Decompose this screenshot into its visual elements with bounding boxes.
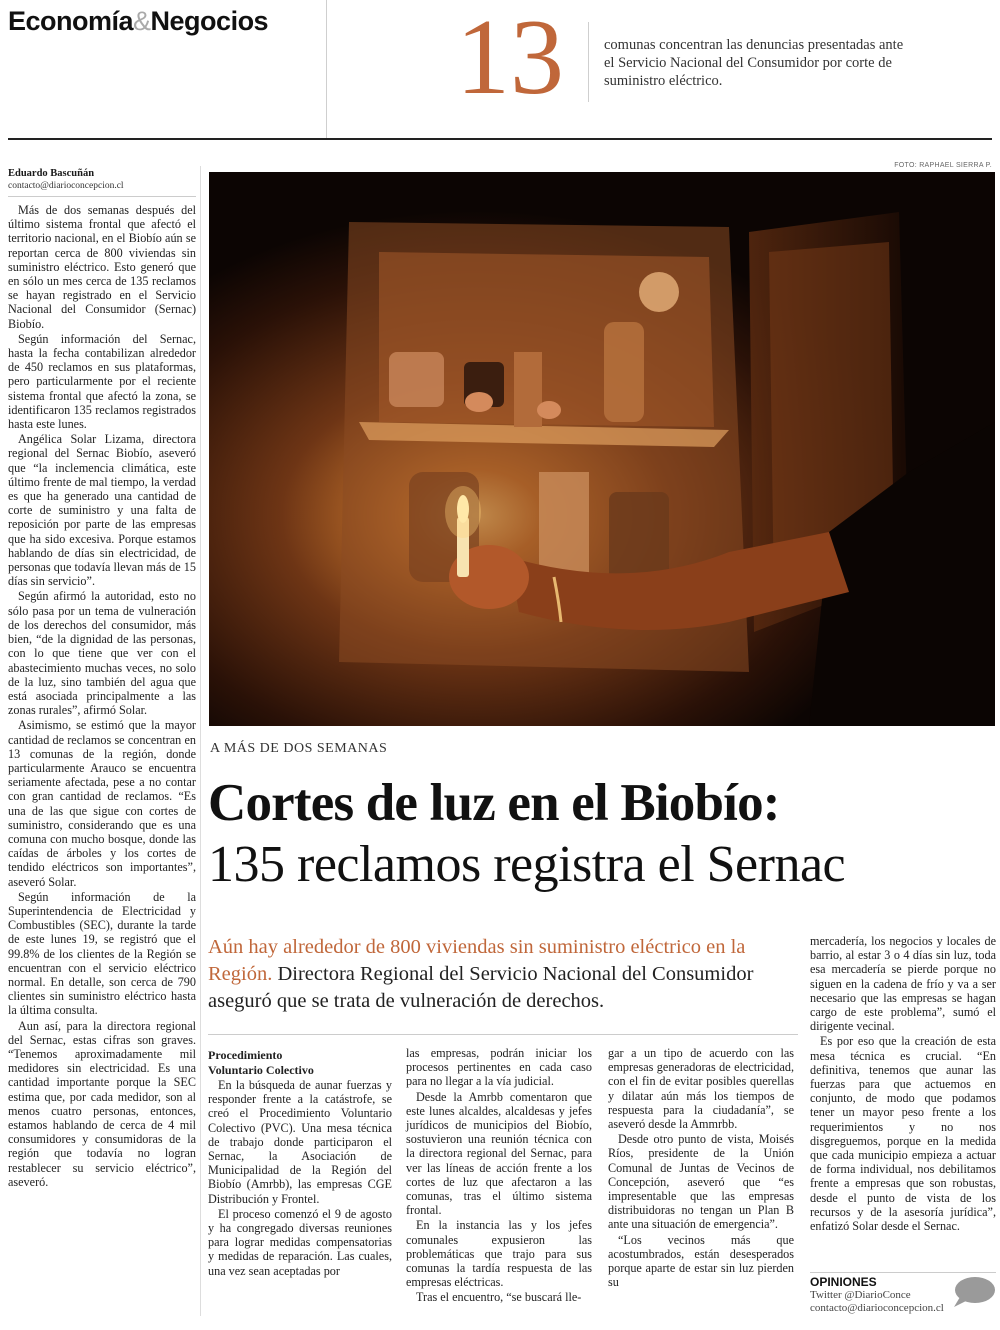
paragraph: En la búsqueda de aunar fuerzas y responder frente a la catástrofe, se creó el Procedimiento Voluntario Colectivo (PVC). Una mesa técnica de trabajo donde participaron el Sernac, la Asociación de Municipalidad de la Región del Biobío (Amrbb), las empresas CGE Distribución y Frontel. <box>208 1078 392 1206</box>
article-headline: Cortes de luz en el Biobío: <box>208 774 780 832</box>
left-column <box>8 168 196 1190</box>
paragraph: En la instancia las y los jefes comunales expusieron las problemáticas que trajo para sus comunas la tardía respuesta de las empresas eléctricas. <box>406 1218 592 1290</box>
paragraph: mercadería, los negocios y locales de barrio, al estar 3 o 4 días sin luz, toda esa mercadería se pierde porque no siguen en la cadena de frío y va a ser necesario que las empresas se hagan cargo de este problema”, sumó el dirigente vecinal. <box>810 934 996 1034</box>
opinions-email[interactable]: contacto@diarioconcepcion.cl <box>810 1302 944 1314</box>
author-name: Eduardo Bascuñán <box>8 168 95 179</box>
opinions-title: OPINIONES <box>810 1275 877 1289</box>
paragraph: Más de dos semanas después del último sistema frontal que afectó el territorio nacional, en el Biobío aún se reportan cerca de 800 viviendas sin suministro eléctrico. Esto generó que en sólo un mes cerca de 135 reclamos se hayan registrado en el Servicio Nacional del Consumidor (Sernac) Biobío. <box>8 203 196 331</box>
body-column-2 <box>406 1046 592 1306</box>
author-email: contacto@diarioconcepcion.cl <box>8 180 196 197</box>
paragraph: Aun así, para la directora regional del Sernac, estas cifras son graves. “Tenemos aproximadamente mil medidores sin electricidad. Es una cantidad importante porque la SEC estima que, por cada medidor, son al menos cuatro personas, entonces, estamos hablando de cerca de 4 mil consumidores y consumidoras de la región que todavía no logran restablecer su servicio eléctrico”, aseveró. <box>8 1018 196 1189</box>
fridge-candle-illustration <box>209 172 995 726</box>
section-subtitle: Procedimiento <box>208 1048 283 1062</box>
opinions-twitter[interactable]: Twitter @DiarioConce <box>810 1289 911 1301</box>
highlight-number: 13 <box>456 0 564 117</box>
section-title <box>8 6 268 37</box>
paragraph: Angélica Solar Lizama, directora regional del Sernac Biobío, aseveró que “la inclemencia climática, este último frente de mal tiempo, la verdad es que ha generado una cantidad de corte de suministro y una falta de reposición por parte de las empresas que ha sido excesiva. Porque estamos hablando de días sin electricidad, de personas que todavía llevan más de 15 días sin servicio”. <box>8 432 196 589</box>
lead-text: Directora Regional del Servicio Nacional del Consumidor aseguró que se trata de vulneración de derechos. <box>208 963 754 1012</box>
speech-bubble-icon <box>950 1275 996 1309</box>
paragraph: Desde la Amrbb comentaron que este lunes alcaldes, alcaldesas y jefes jurídicos de municipios del Biobío, sostuvieron una reunión técnica con la directora regional del Sernac, para ver las líneas de acción frente a los cortes de luz que afectaron a las comunas, tras el último sistema frontal. <box>406 1089 592 1218</box>
page-header <box>8 0 992 140</box>
paragraph: Según información de la Superintendencia de Electricidad y Combustibles (SEC), durante la tarde de este lunes 19, se registró que el 99.8% de los clientes de la Región se encuentran con el servicio eléctrico normal. En detalle, son cerca de 790 clientes sin suministro eléctrico hasta la última consulta. <box>8 889 196 1018</box>
highlight-blurb: comunas concentran las denuncias presentadas ante el Servicio Nacional del Consumidor por corte de suministro eléctrico. <box>604 37 904 89</box>
section-title-ampersand: & <box>133 6 151 36</box>
paragraph: El proceso comenzó el 9 de agosto y ha congregado diversas reuniones para lograr medidas compensatorias y medidas de reparación. Las cuales, una vez sean aceptadas por <box>208 1206 392 1278</box>
section-subtitle-line2: Voluntario Colectivo <box>208 1063 314 1077</box>
section-title-word-economia: Economía <box>8 6 134 36</box>
article-subheadline: 135 reclamos registra el Sernac <box>208 836 846 893</box>
photo-credit: FOTO: RAPHAEL SIERRA P. <box>894 162 992 169</box>
paragraph: Asimismo, se estimó que la mayor cantidad de reclamos se concentran en 13 comunas de la región, donde particularmente Arauco se encuentra seriamente afectada, pese a no contar con gran cantidad de reclamos. “Es una de las que sigue con cortes de suministro, considerando que es una comuna con mucho bosque, donde las caídas de árboles y los cortes de tendido eléctricos son importantes”, aseveró Solar. <box>8 718 196 889</box>
paragraph: Tras el encuentro, “se buscará lle- <box>416 1290 582 1305</box>
paragraph: Desde otro punto de vista, Moisés Ríos, presidente de la Unión Comunal de Juntas de Vecinos de Concepción, aseveró que “es impresentable que las empresas distribuidoras no tengan un Plan B ante una situación de emergencia”. <box>608 1132 794 1232</box>
body-column-3 <box>608 1046 794 1290</box>
left-column-text <box>8 203 196 1189</box>
paragraph: las empresas, podrán iniciar los procesos pertinentes en cada caso para no llegar a la vía judicial. <box>406 1046 592 1089</box>
lead-accent-text: Aún hay alrededor de 800 viviendas sin suministro eléctrico en la Región. <box>208 936 746 985</box>
article-lead <box>208 934 792 1015</box>
section-title-word-negocios: Negocios <box>150 6 269 36</box>
paragraph: Según información del Sernac, hasta la fecha contabilizan alrededor de 450 reclamos en sus plataformas, pero particularmente por el reciente sistema frontal que afectó la zona, se identificaron 135 reclamos registrados hasta este lunes. <box>8 331 196 432</box>
header-divider <box>326 0 327 138</box>
body-column-1 <box>208 1048 392 1279</box>
paragraph: Es por eso que la creación de esta mesa técnica es crucial. “En definitiva, tenemos que aunar las fuerzas para que actuemos en conjunto, de modo que podamos tener un mayor peso frente a los requerimientos y no nos disgreguemos, porque en la medida que cada municipio empieza a actuar de forma individual, nos debilitamos frente a empresas que son robustas, desde el punto de vista de los recursos y de la asesoría jurídica”, enfatizó Solar desde el Sernac. <box>810 1034 996 1234</box>
article-kicker: A MÁS DE DOS SEMANAS <box>210 741 388 756</box>
column-divider <box>200 166 201 1316</box>
lead-divider <box>208 1034 798 1035</box>
number-divider <box>588 22 589 102</box>
paragraph: “Los vecinos más que acostumbrados, están desesperados porque aparte de estar sin luz pierden su <box>608 1232 794 1290</box>
body-column-4 <box>810 934 996 1234</box>
opinions-box <box>810 1272 996 1315</box>
paragraph: gar a un tipo de acuerdo con las empresas generadoras de electricidad, con el fin de evitar posibles querellas y dilatar aún más los tiempos de respuesta para la ciudadanía”, se aseveró desde la Ammrbb. <box>608 1046 794 1132</box>
article-photo <box>209 172 995 726</box>
paragraph: Según afirmó la autoridad, esto no sólo pasa por un tema de vulneración de los derechos del consumidor, más bien, “de la dignidad de las personas, con lo que tiene que ver con el abastecimiento muchas veces, no solo de la luz, sino también del agua que está asociada principalmente a las zonas rurales”, afirmó Solar. <box>8 589 196 718</box>
